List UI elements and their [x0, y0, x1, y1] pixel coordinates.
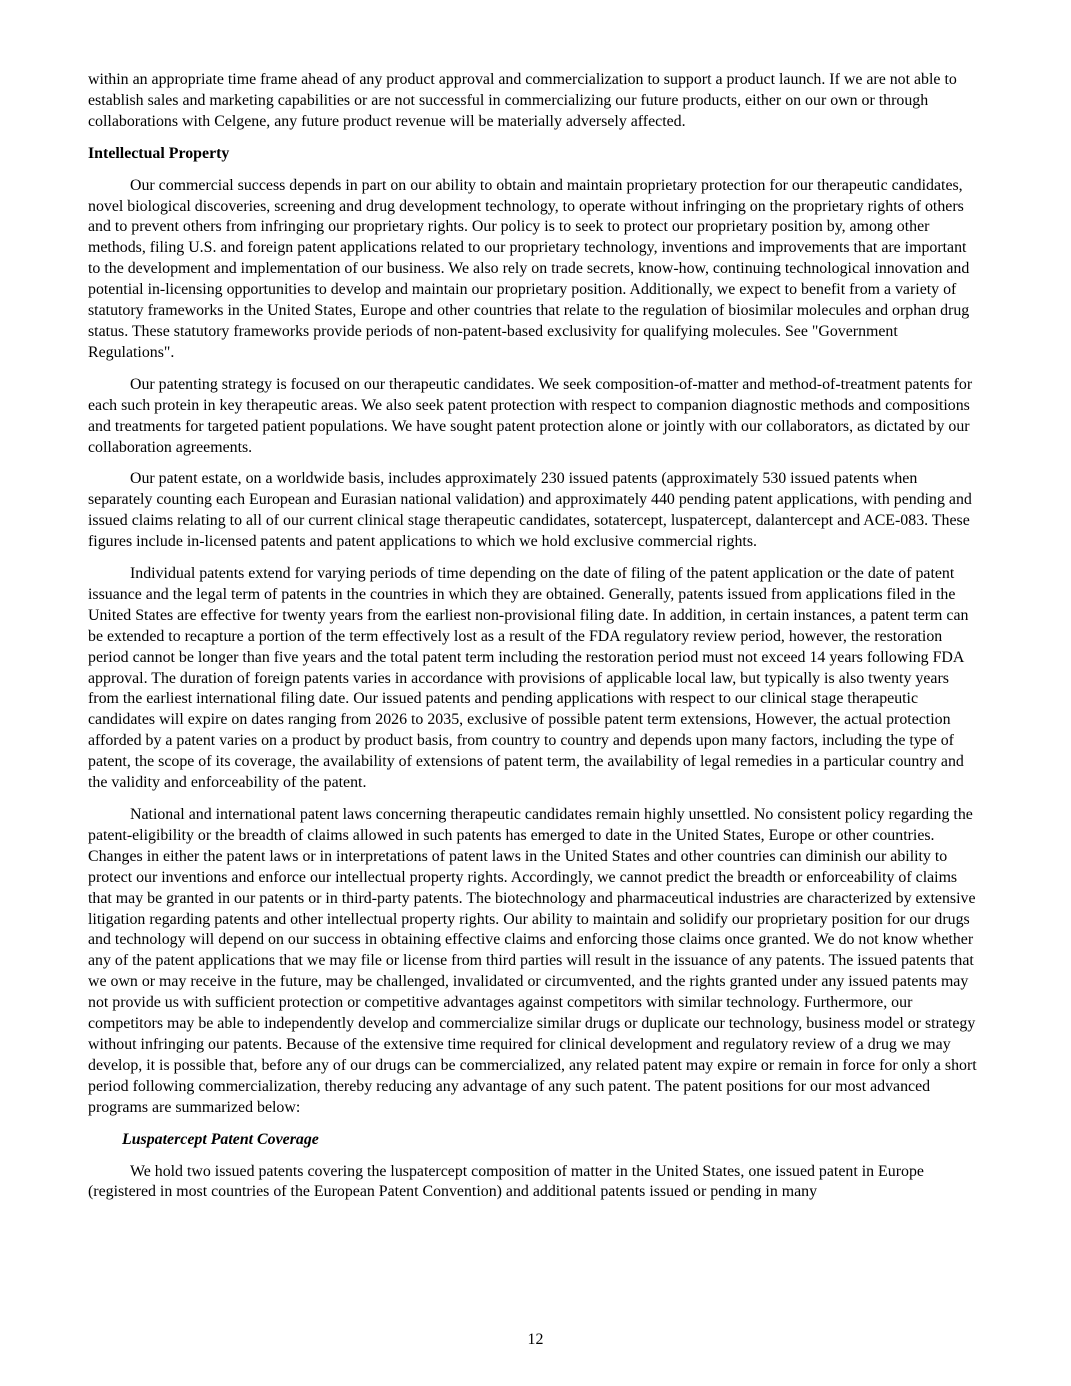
body-paragraph: Our patent estate, on a worldwide basis, includes approximately 230 issued patents (approximately 530 issued patents when separately counting each European and Eurasian national validation) and approximately 440 pending patent applications, with pending and issued claims relating to all of our current clinical stage therapeutic candidates, sotatercept, luspatercept, dalantercept and ACE-083. These figures include in-licensed patents and patent applications to which we hold exclusive commercial rights.	[88, 470, 972, 551]
subsection-heading-luspatercept: Luspatercept Patent Coverage	[122, 1130, 319, 1148]
intro-paragraph: within an appropriate time frame ahead of any product approval and commercialization to support a product launch. If we are not able to establish sales and marketing capabilities or are not successful in commercializing our future products, either on our own or through collaborations with Celgene, any future product revenue will be materially adversely affected.	[88, 71, 957, 130]
section-heading-intellectual-property: Intellectual Property	[88, 144, 230, 162]
body-paragraph: Individual patents extend for varying periods of time depending on the date of filing of the patent application or the date of patent issuance and the legal term of patents in the countries in which they are obtained. Generally, patents issued from applications filed in the United States are effective for twenty years from the earliest non-provisional filing date. In addition, in certain instances, a patent term can be extended to recapture a portion of the term effectively lost as a result of the FDA regulatory review period, however, the restoration period cannot be longer than five years and the total patent term including the restoration period must not exceed 14 years following FDA approval. The duration of foreign patents varies in accordance with provisions of applicable local law, but typically is also twenty years from the earliest international filing date. Our issued patents and pending applications with respect to our clinical stage therapeutic candidates will expire on dates ranging from 2026 to 2035, exclusive of possible patent term extensions, However, the actual protection afforded by a patent varies on a product by product basis, from country to country and depends upon many factors, including the type of patent, the scope of its coverage, the availability of extensions of patent term, the availability of legal remedies in a particular country and the validity and enforceability of the patent.	[88, 565, 969, 792]
document-page	[88, 70, 981, 1214]
body-paragraph: National and international patent laws concerning therapeutic candidates remain highly unsettled. No consistent policy regarding the patent-eligibility or the breadth of claims allowed in such patents has emerged to date in the United States, Europe or other countries. Changes in either the patent laws or in interpretations of patent laws in the United States and other countries can diminish our ability to protect our inventions and enforce our intellectual property rights. Accordingly, we cannot predict the breadth or enforceability of claims that may be granted in our patents or in third-party patents. The biotechnology and pharmaceutical industries are characterized by extensive litigation regarding patents and other intellectual property rights. Our ability to maintain and solidify our proprietary position for our drugs and technology will depend on our success in obtaining effective claims and enforcing those claims once granted. We do not know whether any of the patent applications that we may file or license from third parties will result in the issuance of any patents. The issued patents that we own or may receive in the future, may be challenged, invalidated or circumvented, and the rights granted under any issued patents may not provide us with sufficient protection or competitive advantages against competitors with similar technology. Furthermore, our competitors may be able to independently develop and commercialize similar drugs or duplicate our technology, business model or strategy without infringing our patents. Because of the extensive time required for clinical development and regulatory review of a drug we may develop, it is possible that, before any of our drugs can be commercialized, any related patent may expire or remain in force for only a short period following commercialization, thereby reducing any advantage of any such patent. The patent positions for our most advanced programs are summarized below:	[88, 806, 977, 1116]
body-paragraph: Our commercial success depends in part on our ability to obtain and maintain proprietary protection for our therapeutic candidates, novel biological discoveries, screening and drug development technology, to operate without infringing on the proprietary rights of others and to prevent others from infringing our proprietary rights. Our policy is to seek to protect our proprietary position by, among other methods, filing U.S. and foreign patent applications related to our proprietary technology, inventions and improvements that are important to the development and implementation of our business. We also rely on trade secrets, know-how, continuing technological innovation and potential in-licensing opportunities to develop and maintain our proprietary position. Additionally, we expect to benefit from a variety of statutory frameworks in the United States, Europe and other countries that relate to the regulation of biosimilar molecules and orphan drug status. These statutory frameworks provide periods of non-patent-based exclusivity for qualifying molecules. See "Government Regulations".	[88, 176, 970, 361]
body-paragraph: We hold two issued patents covering the luspatercept composition of matter in the United States, one issued patent in Europe (registered in most countries of the European Patent Convention) and additional patents issued or pending in many	[88, 1162, 924, 1201]
body-paragraph: Our patenting strategy is focused on our therapeutic candidates. We seek composition-of-matter and method-of-treatment patents for each such protein in key therapeutic areas. We also seek patent protection with respect to companion diagnostic methods and compositions and treatments for targeted patient populations. We have sought patent protection alone or jointly with our collaborators, as dictated by our collaboration agreements.	[88, 375, 973, 456]
page-number: 12	[527, 1331, 544, 1348]
